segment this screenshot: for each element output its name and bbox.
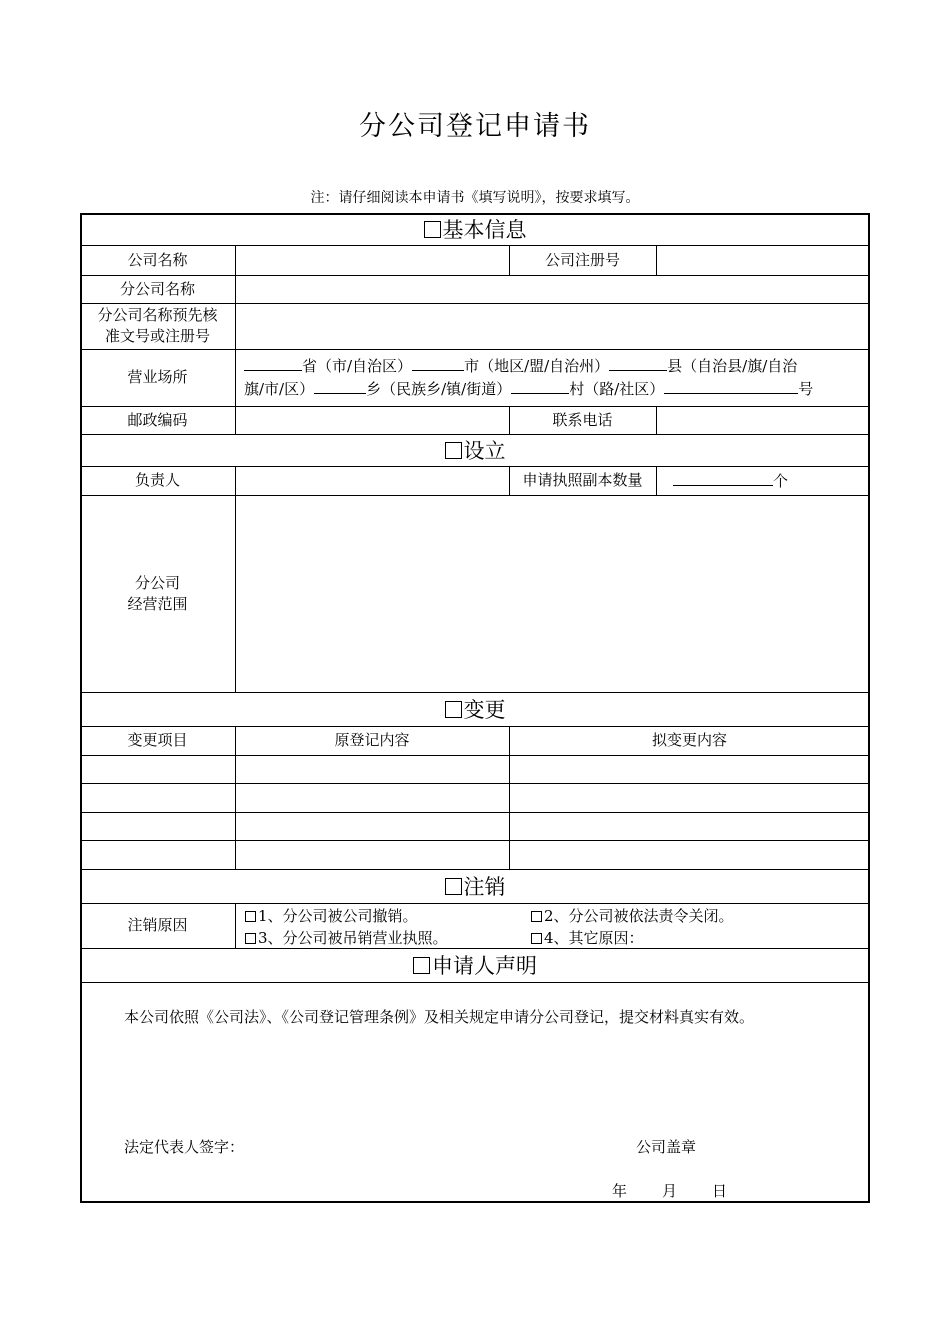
date-month: 月 (662, 1182, 678, 1200)
checkbox-icon[interactable] (245, 933, 256, 944)
pre-approval-label (80, 303, 235, 349)
cancel-reason-label: 注销原因 (127, 916, 188, 934)
person-in-charge-label: 负责人 (134, 471, 180, 489)
change-item-header: 变更项目 (127, 731, 188, 749)
person-in-charge-field[interactable] (236, 467, 509, 495)
city-blank[interactable] (412, 356, 464, 371)
date-year: 年 (612, 1182, 628, 1200)
pre-approval-label-line1: 分公司名称预先核 (97, 306, 218, 324)
postal-code-field[interactable] (236, 407, 509, 434)
company-name-field[interactable] (236, 246, 509, 275)
address-district: 旗/市/区） (244, 380, 315, 398)
fill-instruction-note: 注：请仔细阅读本申请书《填写说明》，按要求填写。 (310, 190, 640, 206)
cancel-option-1-label: 1、分公司被公司撤销。 (258, 907, 418, 925)
section-label: 注销 (463, 875, 506, 899)
date-day: 日 (712, 1182, 728, 1200)
company-reg-no-label: 公司注册号 (544, 250, 620, 269)
address-village: 村（路/社区） (569, 380, 665, 398)
proposed-content-header: 拟变更内容 (651, 731, 727, 749)
section-setup[interactable] (80, 434, 870, 466)
checkbox-icon[interactable] (445, 878, 462, 895)
business-scope-label-line2: 经营范围 (127, 594, 188, 613)
township-blank[interactable] (314, 379, 366, 394)
copies-blank[interactable] (673, 471, 773, 486)
business-scope-field[interactable] (236, 496, 869, 692)
cancel-option-1[interactable] (245, 905, 418, 926)
checkbox-icon[interactable] (413, 957, 430, 974)
address-city: 市（地区/盟/自治州） (464, 357, 610, 375)
section-cancel[interactable] (80, 869, 870, 903)
checkbox-icon[interactable] (445, 701, 462, 718)
business-scope-label (80, 495, 235, 692)
change-table-row[interactable] (80, 755, 870, 783)
premises-label: 营业场所 (127, 368, 188, 386)
cancel-option-4-label: 4、其它原因： (544, 929, 644, 947)
county-blank[interactable] (609, 356, 667, 371)
license-copies-field[interactable] (673, 470, 788, 491)
change-table-row[interactable] (80, 812, 870, 840)
original-content-header: 原登记内容 (334, 731, 410, 749)
section-label: 设立 (463, 439, 506, 463)
checkbox-icon[interactable] (445, 442, 462, 459)
company-name-label: 公司名称 (127, 250, 188, 269)
business-scope-label-line1: 分公司 (134, 573, 180, 592)
branch-name-label: 分公司名称 (119, 279, 195, 298)
change-table-row[interactable] (80, 840, 870, 869)
address-number: 号 (798, 380, 814, 398)
checkbox-icon[interactable] (531, 911, 542, 922)
cancel-option-3-label: 3、分公司被吊销营业执照。 (258, 929, 448, 947)
company-seal-label: 公司盖章 (636, 1138, 697, 1156)
document-title: 分公司登记申请书 (359, 111, 591, 142)
village-blank[interactable] (511, 379, 569, 394)
branch-name-field[interactable] (236, 276, 869, 303)
copies-unit: 个 (773, 472, 789, 490)
pre-approval-label-line2: 准文号或注册号 (104, 327, 210, 345)
license-copies-label: 申请执照副本数量 (522, 471, 643, 489)
province-blank[interactable] (244, 356, 302, 371)
address-township: 乡（民族乡/镇/街道） (366, 380, 512, 398)
section-label: 基本信息 (442, 218, 527, 242)
address-province: 省（市/自治区） (302, 357, 413, 375)
address-county: 县（自治县/旗/自治 (667, 357, 798, 375)
cancel-option-2-label: 2、分公司被依法责令关闭。 (544, 907, 734, 925)
checkbox-icon[interactable] (531, 933, 542, 944)
company-reg-no-field[interactable] (657, 246, 869, 275)
section-label: 变更 (463, 698, 506, 722)
change-table-row[interactable] (80, 783, 870, 812)
phone-field[interactable] (657, 407, 869, 434)
legal-rep-signature-label: 法定代表人签字： (124, 1138, 245, 1156)
cancel-option-3[interactable] (245, 927, 448, 948)
checkbox-icon[interactable] (245, 911, 256, 922)
postal-code-label: 邮政编码 (127, 410, 188, 429)
checkbox-icon[interactable] (424, 221, 441, 238)
cancel-option-4[interactable] (531, 927, 644, 948)
section-label: 申请人声明 (432, 954, 537, 978)
section-basic-info[interactable] (80, 213, 870, 245)
section-declaration[interactable] (80, 948, 870, 982)
phone-label: 联系电话 (552, 410, 613, 429)
pre-approval-field[interactable] (236, 304, 869, 349)
declaration-text: 本公司依照《公司法》、《公司登记管理条例》及相关规定申请分公司登记，提交材料真实有效。 (124, 1008, 755, 1026)
number-blank[interactable] (664, 379, 798, 394)
section-change[interactable] (80, 692, 870, 726)
cancel-option-2[interactable] (531, 905, 734, 926)
premises-address-field[interactable] (244, 355, 864, 401)
